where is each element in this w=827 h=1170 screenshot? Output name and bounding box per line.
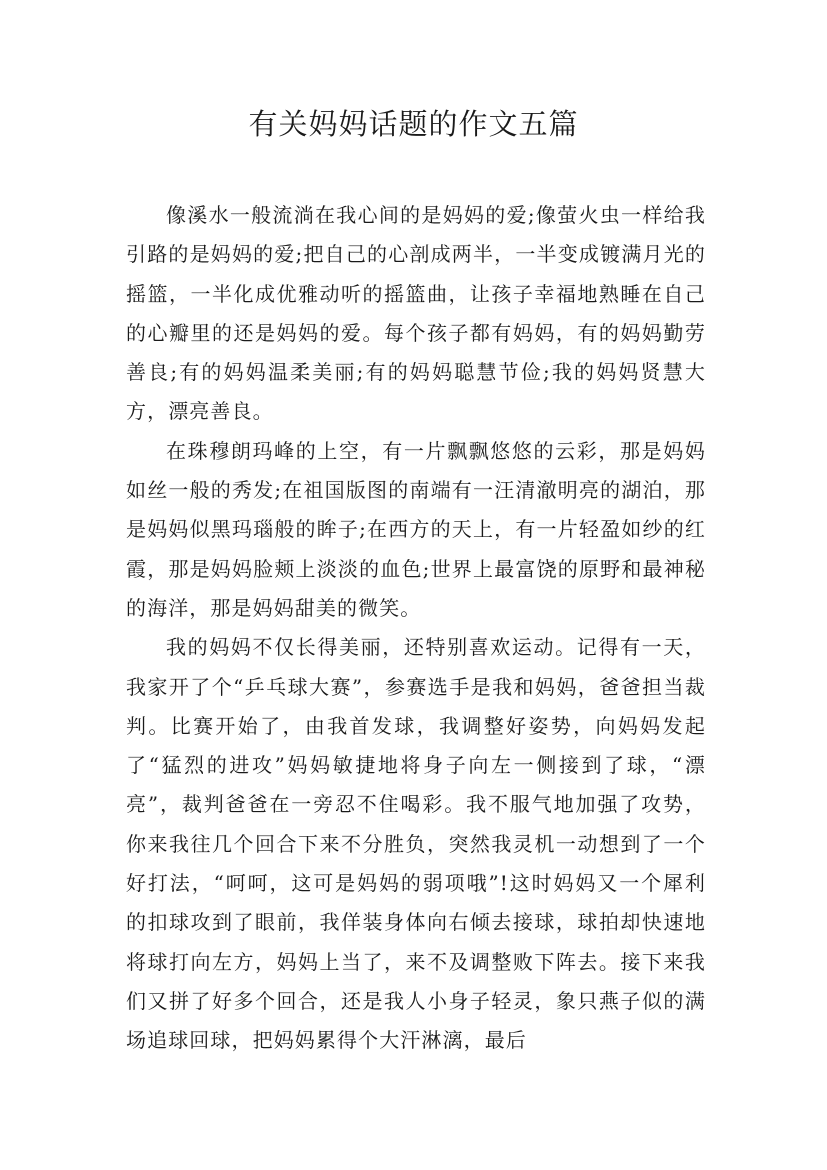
paragraph-2: 在珠穆朗玛峰的上空，有一片飘飘悠悠的云彩，那是妈妈如丝一般的秀发;在祖国版图的南端有一汪清澈明亮的湖泊，那是妈妈似黑玛瑙般的眸子;在西方的天上，有一片轻盈如纱的红霞，那是妈妈脸颊上淡淡的血色;世界上最富饶的原野和最神秘的海洋，那是妈妈甜美的微笑。: [126, 438, 706, 620]
paragraph-3: 我的妈妈不仅长得美丽，还特别喜欢运动。记得有一天，我家开了个“乒乓球大赛”，参赛选手是我和妈妈，爸爸担当裁判。比赛开始了，由我首发球，我调整好姿势，向妈妈发起了“猛烈的进攻”妈妈敏捷地将身子向左一侧接到了球，“漂亮”，裁判爸爸在一旁忍不住喝彩。我不服气地加强了攻势，你来我往几个回合下来不分胜负，突然我灵机一动想到了一个好打法，“呵呵，这可是妈妈的弱项哦”!这时妈妈又一个犀利的扣球攻到了眼前，我佯装身体向右倾去接球，球拍却快速地将球打向左方，妈妈上当了，来不及调整败下阵去。接下来我们又拼了好多个回合，还是我人小身子轻灵，象只燕子似的满场追球回球，把妈妈累得个大汗淋漓，最后: [126, 635, 706, 1053]
document-title: 有关妈妈话题的作文五篇: [248, 107, 579, 141]
paragraph-1: 像溪水一般流淌在我心间的是妈妈的爱;像萤火虫一样给我引路的是妈妈的爱;把自己的心剖成两半，一半变成镀满月光的摇篮，一半化成优雅动听的摇篮曲，让孩子幸福地熟睡在自己的心瓣里的还是妈妈的爱。每个孩子都有妈妈，有的妈妈勤劳善良;有的妈妈温柔美丽;有的妈妈聪慧节俭;我的妈妈贤慧大方，漂亮善良。: [126, 203, 706, 424]
essay-body: [126, 196, 706, 1061]
